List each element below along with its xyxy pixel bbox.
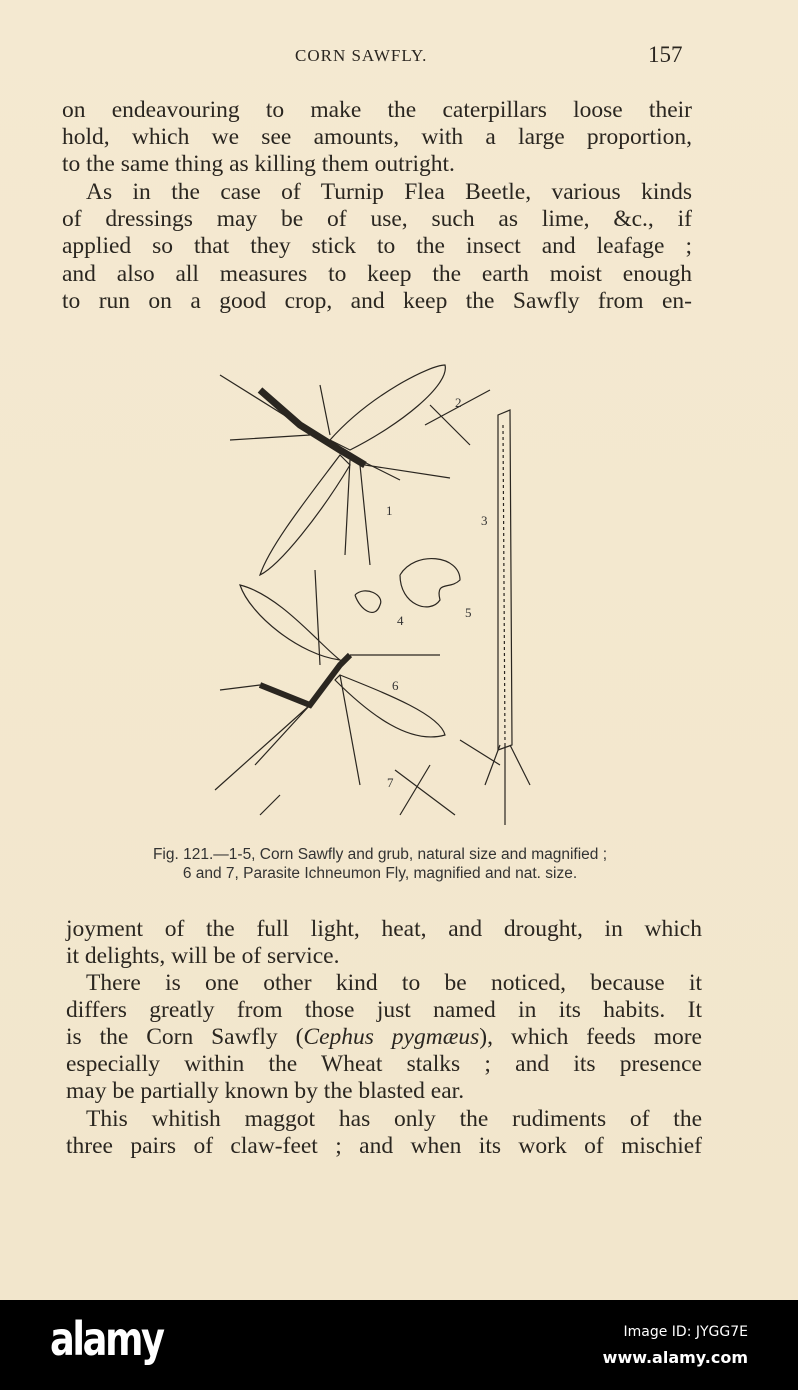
text-line: applied so that they stick to the insect and leafage ;	[62, 233, 692, 259]
text-line: There is one other kind to be noticed, because it	[86, 970, 702, 996]
figure-label-6: 6	[392, 678, 399, 693]
species-name: Cephus pygmæus	[303, 1024, 480, 1050]
figure-label-5: 5	[465, 605, 472, 620]
text-line: may be partially known by the blasted ear.	[66, 1078, 465, 1104]
page-number: 157	[648, 42, 683, 67]
text-line: especially within the Wheat stalks ; and its presence	[66, 1051, 702, 1077]
text-segment: ), which feeds more	[479, 1024, 702, 1050]
text-line: three pairs of claw-feet ; and when its work of mischief	[66, 1133, 702, 1159]
image-id: Image ID: JYGG7E	[623, 1324, 748, 1340]
figure-caption-line: 6 and 7, Parasite Ichneumon Fly, magnified and nat. size.	[182, 865, 578, 882]
text-line: it delights, will be of service.	[66, 943, 340, 969]
figure-label-4: 4	[397, 613, 404, 628]
text-line: and also all measures to keep the earth moist enough	[62, 261, 692, 287]
text-line: joyment of the full light, heat, and drought, in which	[66, 916, 702, 942]
text-segment: is the Corn Sawfly (	[66, 1024, 304, 1050]
watermark-footer	[0, 1300, 798, 1390]
figure-label-3: 3	[481, 513, 488, 528]
figure-label-1: 1	[386, 503, 393, 518]
figure-label-7: 7	[387, 775, 394, 790]
figure-label-2: 2	[455, 395, 462, 410]
sawfly-illustration	[200, 345, 560, 835]
alamy-logo: alamy	[50, 1312, 163, 1366]
text-line: As in the case of Turnip Flea Beetle, various kinds	[86, 179, 692, 205]
site-url: www.alamy.com	[602, 1348, 748, 1367]
text-line: on endeavouring to make the caterpillars loose their	[62, 97, 692, 123]
text-line: to run on a good crop, and keep the Sawfly from en-	[62, 288, 692, 314]
text-line: This whitish maggot has only the rudiments of the	[86, 1106, 702, 1132]
running-title: CORN SAWFLY.	[295, 46, 428, 65]
text-line: hold, which we see amounts, with a large proportion,	[62, 124, 692, 150]
text-line: differs greatly from those just named in its habits. It	[66, 997, 702, 1023]
text-line: to the same thing as killing them outright.	[62, 151, 455, 177]
text-line: of dressings may be of use, such as lime, &c., if	[62, 206, 692, 232]
figure-caption-line: Fig. 121.—1-5, Corn Sawfly and grub, natural size and magnified ;	[152, 846, 608, 863]
text-line	[66, 1024, 702, 1051]
